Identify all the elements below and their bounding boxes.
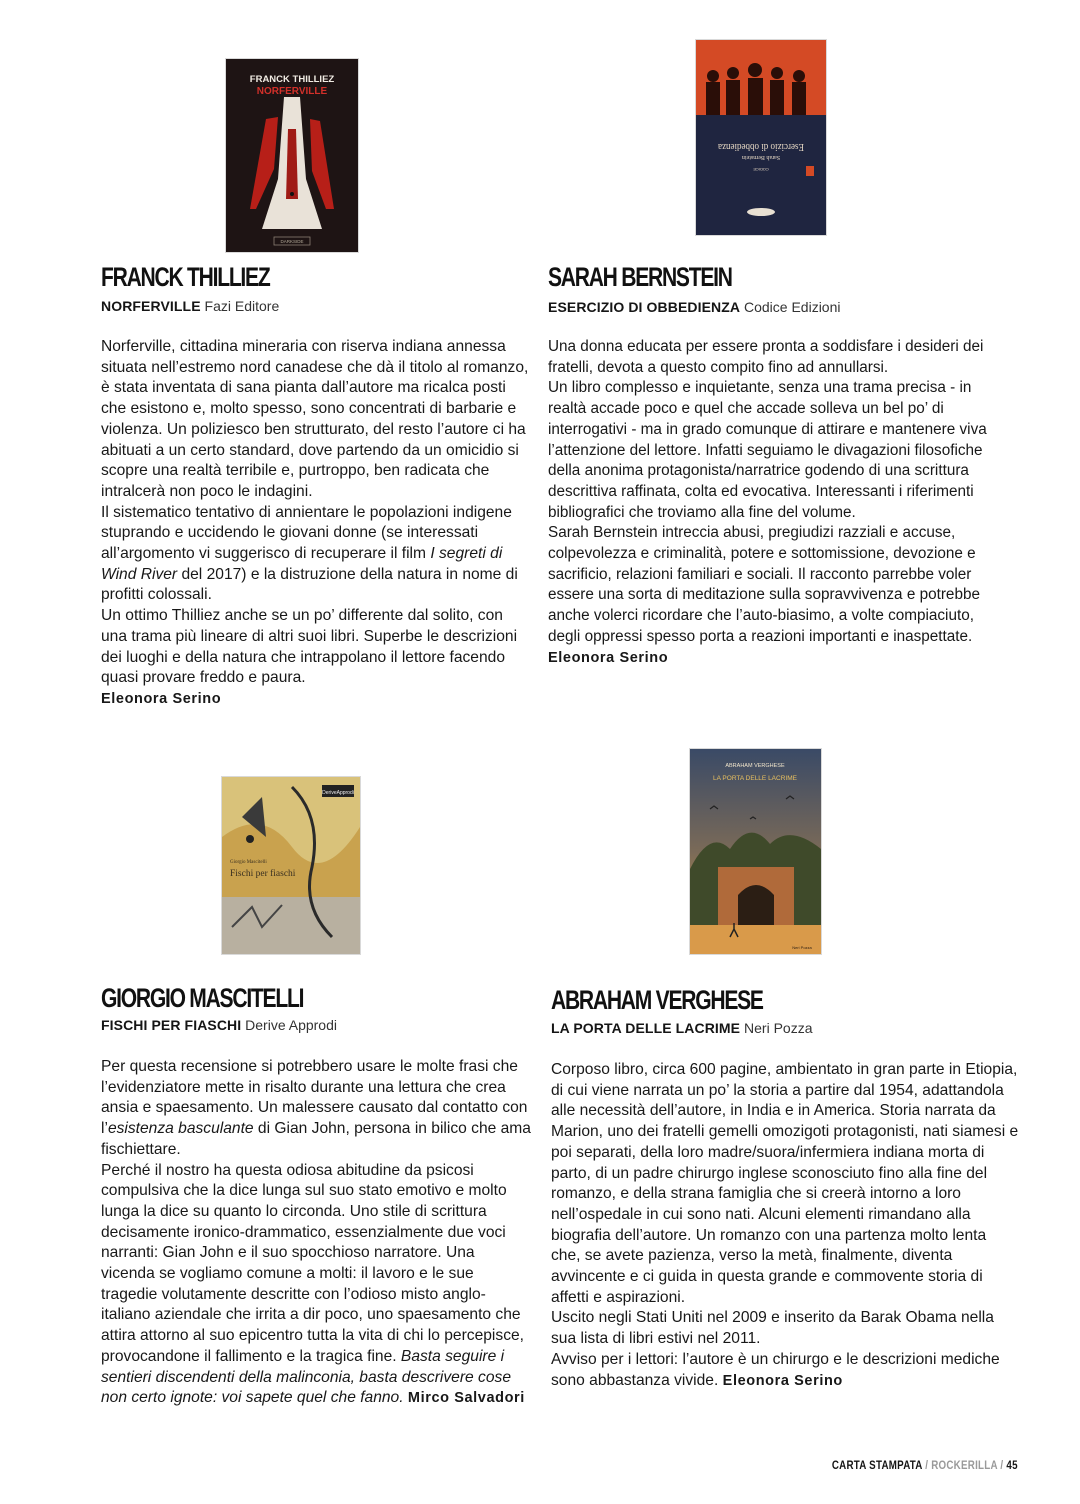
publisher: Fazi Editore (204, 298, 280, 314)
italic-text: esistenza basculante (107, 1120, 254, 1138)
cover-title: NORFERVILLE (256, 86, 328, 97)
text-run: del 2017) e la distruzione della natura in nome di profitti colossali. (101, 565, 518, 604)
review-paragraph (548, 337, 988, 378)
book-cover-fischi-per-fiaschi (222, 777, 360, 954)
cover-author: Sarah Bernstein (741, 154, 781, 160)
text-run: Uscito negli Stati Uniti nel 2009 e inserito da Barak Obama nella sua lista di libri estivi nel 2011. (551, 1309, 994, 1348)
cover-imprint: Neri Pozza (792, 945, 812, 950)
cover-imprint: CODICE (753, 167, 769, 172)
review-body (548, 337, 988, 668)
signature-line (548, 648, 988, 669)
text-run: Un libro complesso e inquietante, senza una trama precisa - in realtà accade poco e quel che accade solleva un bel po’ di interrogativi - ma in grado comunque di attirare e mantenere viva l’attenzione del lettore. Infatti seguiamo le divagazioni filosofiche della anonima protagonista/narratrice godendo di una scrittura descrittiva raffinata, colta ed evocativa. Interessanti i riferimenti bibliografici che troviamo alla fine del volume. (548, 379, 987, 521)
reviewer-signature: Eleonora Serino (722, 1372, 843, 1389)
book-info (101, 1017, 337, 1033)
text-run: Per questa recensione si potrebbero usare le molte frasi che l’evidenziatore mette in risalto durante una lettura che crea ansia e spaesamento. Un malessere causato dal contatto con l’ (101, 1058, 528, 1138)
page-number: 45 (1006, 1460, 1018, 1472)
text-run: Sarah Bernstein intreccia abusi, pregiudizi razziali e accuse, colpevolezza e criminalità, potere e sottomissione, devozione e sacrificio, relazioni familiari e sociali. Il racconto parrebbe voler essere una sorta di meditazione sulla sopravvivenza e potrebbe anche volerci ricordare che l’auto-biasimo, a volte compiaciuto, degli oppressi spesso porta a reazioni importanti e inaspettate. (548, 524, 980, 645)
signature-line (101, 689, 531, 710)
cover-author: ABRAHAM VERGHESE (725, 763, 785, 769)
text-run: Un ottimo Thilliez anche se un po’ differente dal solito, con una trama più lineare di altri suoi libri. Superbe le descrizioni dei luoghi e della natura che intrappolano il lettore facendo quasi provare freddo e paura. (101, 607, 518, 687)
reviewer-signature: Eleonora Serino (548, 649, 669, 666)
review-paragraph (551, 1060, 1019, 1308)
text-run: Il sistematico tentativo di annientare le popolazioni indigene stuprando e uccidendo le giovani donne (se interessati all’argomento vi suggerisco di recuperare il film (101, 503, 512, 563)
publisher: Derive Approdi (245, 1017, 337, 1033)
publisher: Codice Edizioni (743, 299, 841, 315)
book-cover-norferville (226, 59, 358, 252)
book-info (551, 1020, 812, 1036)
reviewer-signature: Eleonora Serino (101, 690, 222, 707)
cover-author: FRANCK THILLIEZ (249, 74, 335, 85)
review-body (551, 1060, 1019, 1391)
cover-art (222, 777, 360, 954)
review-paragraph (548, 523, 988, 647)
cover-imprint: DeriveApprodi (322, 790, 354, 796)
author-name: FRANCK THILLIEZ (101, 262, 270, 292)
footer-magazine: ROCKERILLA (931, 1460, 998, 1472)
book-info (101, 298, 279, 314)
cover-art (226, 59, 358, 252)
text-run: Norferville, cittadina mineraria con riserva indiana annessa situata nell’estremo nord canadese che dà il titolo al romanzo, è stata inventata di sana pianta dall’autore ma ricalca posti che esistono e, molto spesso, sono concentrati di barbarie e violenza. Un poliziesco ben strutturato, del resto l’autore ci ha abituati a un certo standard, dove partendo da un omicidio si scopre una realtà terribile e, purtroppo, ben radicata che intralcerà non poco le indagini. (101, 338, 529, 500)
book-title: NORFERVILLE (101, 298, 201, 314)
book-title: LA PORTA DELLE LACRIME (551, 1020, 741, 1036)
text-run: di Gian John, persona in bilico che ama fischiettare. (101, 1120, 531, 1158)
cover-author: Giorgio Mascitelli (230, 860, 267, 865)
review-paragraph (101, 1161, 531, 1409)
text-run: Una donna educata per essere pronta a soddisfare i desideri dei fratelli, devota a questo compito fino ad annullarsi. (548, 338, 984, 376)
publisher: Neri Pozza (744, 1020, 813, 1036)
cover-title: Fischi per fiaschi (230, 869, 296, 879)
book-info (548, 299, 840, 315)
review-paragraph (101, 1057, 531, 1161)
book-cover-esercizio-di-obbedienza (696, 40, 826, 235)
footer-separator: / (1000, 1460, 1004, 1472)
reviewer-signature: Mirco Salvadori (407, 1390, 525, 1407)
footer-separator: / (925, 1460, 929, 1472)
review-body (101, 337, 531, 710)
cover-art (696, 40, 826, 235)
review-body (101, 1057, 531, 1409)
italic-text: I segreti di Wind River (101, 545, 503, 583)
page-footer (832, 1460, 1018, 1472)
cover-imprint: DARKSIDE (280, 239, 304, 244)
book-title: FISCHI PER FIASCHI (101, 1017, 242, 1033)
book-title: ESERCIZIO DI OBBEDIENZA (548, 299, 741, 315)
review-paragraph (548, 378, 988, 523)
review-paragraph (101, 337, 531, 503)
book-cover-la-porta-delle-lacrime (690, 749, 821, 954)
review-paragraph (101, 503, 531, 607)
cover-art (690, 749, 821, 954)
footer-section: CARTA STAMPATA (832, 1460, 923, 1472)
author-name: SARAH BERNSTEIN (548, 262, 732, 292)
cover-title: LA PORTA DELLE LACRIME (713, 775, 797, 782)
author-name: GIORGIO MASCITELLI (101, 983, 304, 1013)
text-run: Avviso per i lettori: l’autore è un chirurgo e le descrizioni mediche sono abbastanza vivide. (551, 1350, 1000, 1389)
review-paragraph (551, 1350, 1019, 1391)
review-paragraph (101, 606, 531, 689)
author-name: ABRAHAM VERGHESE (551, 985, 763, 1015)
text-run: Corposo libro, circa 600 pagine, ambientato in gran parte in Etiopia, di cui viene narrata un po’ la storia a partire dal 1954, adattandola alle necessità dell’autore, in India e in America. Storia narrata da Marion, uno dei fratelli gemelli omozigoti protagonisti, nati siamesi e poi separati, della loro madre/suora/infermiera indiana morta di parto, di un padre chirurgo inglese sconosciuto fino alla fine del romanzo, e della strana famiglia che si creerà intorno a loro nell’ospedale in cui sono nati. Alcuni elementi rimandano alla biografia dell’autore. Un romanzo con una partenza molto lenta che, se avete pazienza, verso la metà, finalmente, diventa avvincente e ci guida in questa grande e commovente storia di affetti e aspirazioni. (551, 1061, 1019, 1306)
text-run: Perché il nostro ha questa odiosa abitudine da psicosi compulsiva che la dice lunga sul suo stato emotivo e molto lunga la dice su quanto lo circonda. Uno stile di scrittura decisamente ironico-drammatico, essenzialmente due voci narranti: Gian John e il suo spocchioso narratore. Una vicenda se vogliamo comune a molti: il lavoro e le sue tragedie volutamente descritte con l’odioso misto anglo-italiano aziendale che irrita a dir poco, uno spaesamento che attira attorno al suo epicentro tutta la vita di chi lo percepisce, provocandone il fallimento e la tragica fine. (101, 1161, 524, 1365)
review-paragraph (551, 1308, 1019, 1349)
italic-text: Basta seguire i sentieri discendenti della malinconia, basta descrivere cose non certo ignote: voi sapete quel che fanno. (101, 1347, 511, 1407)
cover-title: Esercizio di obbedienza (717, 141, 804, 152)
